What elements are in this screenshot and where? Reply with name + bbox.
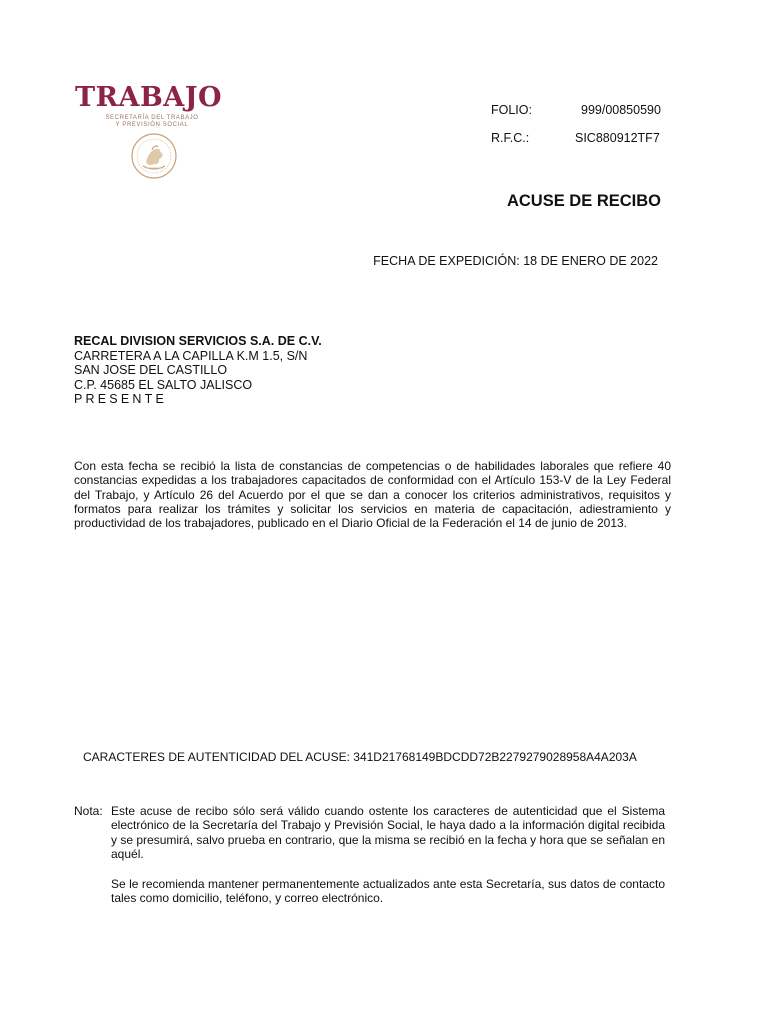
addressee-address-line2: SAN JOSE DEL CASTILLO xyxy=(74,363,228,377)
logo-subtitle-line1: SECRETARÍA DEL TRABAJO xyxy=(105,115,199,121)
authenticity-string: CARACTERES DE AUTENTICIDAD DEL ACUSE: 341D21768149BDCDD72B2279279028958A4A203A xyxy=(83,750,637,764)
addressee-presente: PRESENTE xyxy=(74,392,167,406)
nota-label: Nota: xyxy=(74,804,103,818)
issue-date: FECHA DE EXPEDICIÓN: 18 DE ENERO DE 2022 xyxy=(373,254,658,268)
nota-paragraph-2: Se le recomienda mantener permanentemente actualizados ante esta Secretaría, sus datos de contacto tales como domicilio, teléfono, y correo electrónico. xyxy=(111,877,665,906)
coat-of-arms-seal-icon xyxy=(130,132,178,180)
folio-label: FOLIO: xyxy=(491,103,532,117)
document-title: ACUSE DE RECIBO xyxy=(506,192,661,210)
folio-value: 999/00850590 xyxy=(581,103,661,117)
secretaria-trabajo-logo xyxy=(72,80,223,190)
addressee-address-line1: CARRETERA A LA CAPILLA K.M 1.5, S/N xyxy=(74,348,308,363)
nota-paragraph-1: Este acuse de recibo sólo será válido cuando ostente los caracteres de autenticidad que el Sistema electrónico de la Secretaría del Trabajo y Previsión Social, le haya dado a la información digital recibida y se presumirá, salvo prueba en contrario, que la misma se recibió en la fecha y hora que se señalan en aquél. xyxy=(111,804,665,861)
logo-wordmark: TRABAJO xyxy=(75,82,223,113)
body-paragraph: Con esta fecha se recibió la lista de constancias de competencias o de habilidades laborales que refiere 40 constancias expedidas a los trabajadores capacitados de conformidad con el Artículo 153-V de la Ley Federal del Trabajo, y Artículo 26 del Acuerdo por el que se dan a conocer los criterios administrativos, requisitos y formatos para realizar los trámites y solicitar los servicios en materia de capacitación, adiestramiento y productividad de los trabajadores, publicado en el Diario Oficial de la Federación el 14 de junio de 2013. xyxy=(74,459,671,531)
rfc-value: SIC880912TF7 xyxy=(575,131,660,145)
addressee-company: RECAL DIVISION SERVICIOS S.A. DE C.V. xyxy=(74,334,322,348)
addressee-block xyxy=(74,334,322,407)
rfc-label: R.F.C.: xyxy=(491,131,530,145)
addressee-address-line3: C.P. 45685 EL SALTO JALISCO xyxy=(74,377,253,392)
logo-subtitle-line2: Y PREVISIÓN SOCIAL xyxy=(115,122,189,128)
